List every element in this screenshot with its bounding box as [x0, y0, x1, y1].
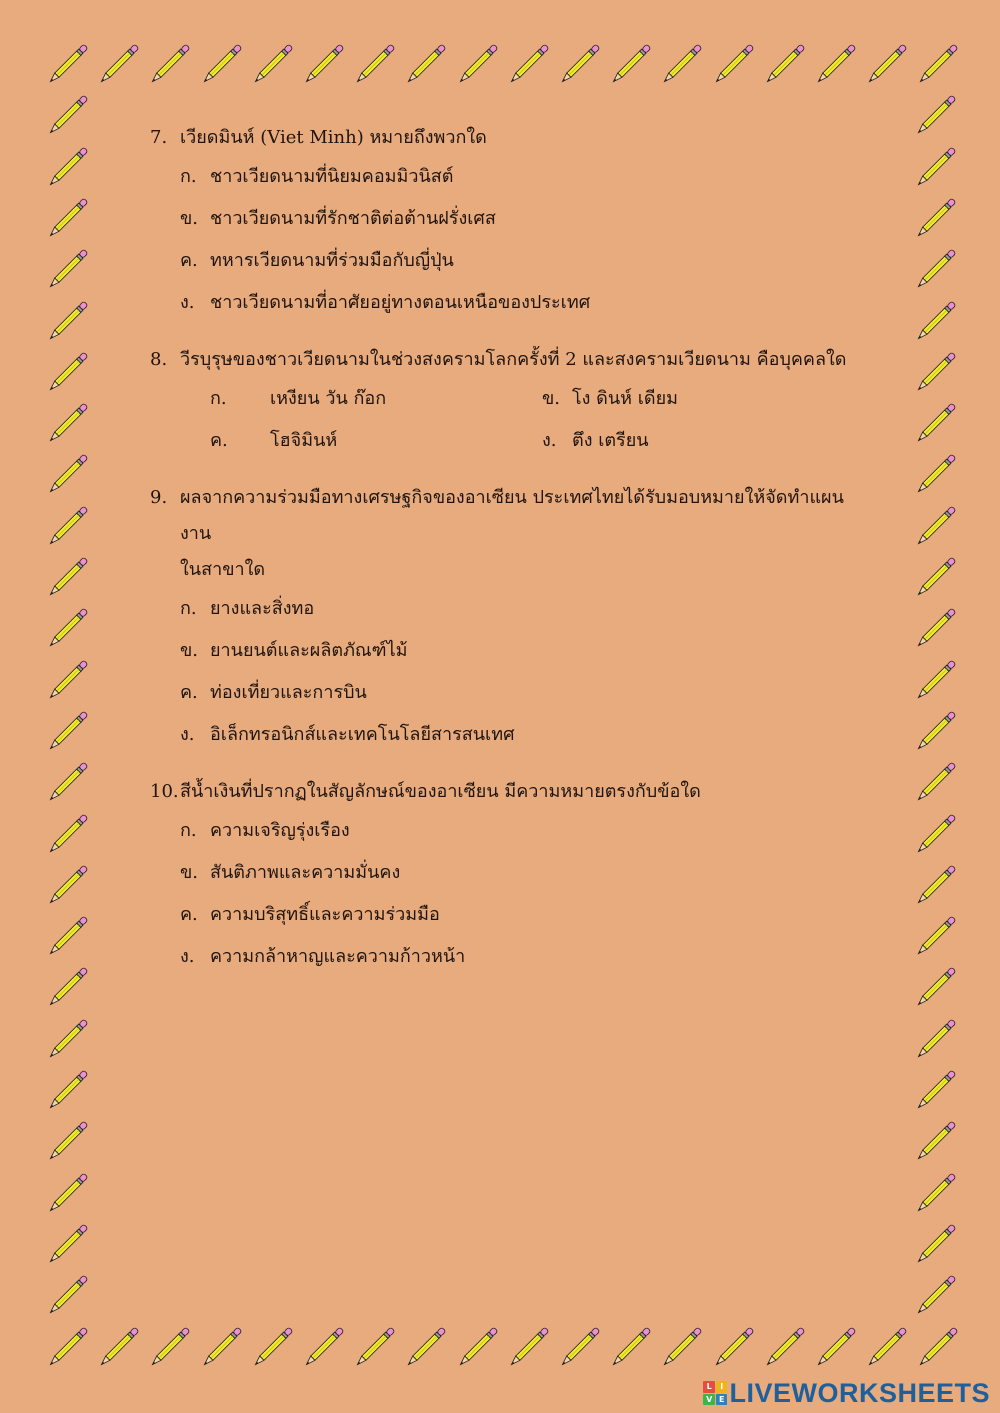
question-8: [150, 342, 870, 462]
option-text: ความเจริญรุ่งเรือง: [210, 820, 350, 841]
pencil-icon: [42, 1068, 90, 1116]
pencil-icon: [912, 42, 960, 90]
pencil-icon: [196, 1325, 244, 1373]
pencil-icon: [910, 709, 958, 757]
option-label: ก.: [180, 166, 197, 187]
pencil-icon: [42, 914, 90, 962]
pencil-icon: [452, 42, 500, 90]
pencil-icon: [42, 350, 90, 398]
answer-option[interactable]: [180, 672, 870, 714]
option-text: เหงียน วัน ก๊อก: [270, 388, 387, 409]
pencil-icon: [912, 1325, 960, 1373]
pencil-icon: [42, 1119, 90, 1167]
pencil-icon: [247, 1325, 295, 1373]
question-number: 10.: [150, 781, 179, 802]
pencil-icon: [42, 1171, 90, 1219]
logo-mark-letter: V: [703, 1394, 715, 1406]
pencil-icon: [810, 1325, 858, 1373]
pencil-icon: [910, 914, 958, 962]
pencil-icon: [910, 93, 958, 141]
answer-option[interactable]: [180, 810, 870, 852]
question-text: ในสาขาใด: [180, 559, 266, 580]
question-text: เวียดมินห์ (Viet Minh) หมายถึงพวกใด: [180, 127, 487, 148]
option-text: ยางและสิ่งทอ: [210, 598, 315, 619]
pencil-icon: [42, 42, 90, 90]
answer-option[interactable]: [210, 378, 542, 420]
question-stem: [150, 774, 870, 810]
pencil-icon: [861, 1325, 909, 1373]
answer-option[interactable]: [180, 936, 870, 978]
logo-wordmark: LIVEWORKSHEETS: [729, 1377, 990, 1408]
option-label: ก.: [180, 820, 197, 841]
pencil-icon: [42, 247, 90, 295]
pencil-icon: [759, 1325, 807, 1373]
pencil-icon: [910, 401, 958, 449]
option-label: ค.: [180, 250, 198, 271]
pencil-icon: [42, 93, 90, 141]
option-label: ค.: [180, 682, 198, 703]
question-9: [150, 480, 870, 756]
pencil-icon: [910, 760, 958, 808]
pencil-icon: [42, 709, 90, 757]
option-label: ง.: [180, 724, 195, 745]
pencil-icon: [708, 1325, 756, 1373]
answer-option[interactable]: [180, 894, 870, 936]
option-label: ง.: [180, 292, 195, 313]
pencil-icon: [810, 42, 858, 90]
pencil-icon: [554, 1325, 602, 1373]
pencil-icon: [93, 1325, 141, 1373]
pencil-icon: [910, 299, 958, 347]
pencil-icon: [42, 1017, 90, 1065]
logo-mark-letter: L: [703, 1381, 715, 1393]
question-stem: [150, 342, 870, 378]
option-text: ทหารเวียดนามที่ร่วมมือกับญี่ปุ่น: [210, 250, 454, 271]
pencil-icon: [759, 42, 807, 90]
option-text: ท่องเที่ยวและการบิน: [210, 682, 367, 703]
worksheet-content: [150, 120, 870, 996]
question-number: 8.: [150, 349, 168, 370]
pencil-icon: [503, 1325, 551, 1373]
option-text: โง ดินห์ เดียม: [572, 388, 679, 409]
pencil-icon: [144, 1325, 192, 1373]
pencil-icon: [554, 42, 602, 90]
option-text: ชาวเวียดนามที่อาศัยอยู่ทางตอนเหนือของประเทศ: [210, 292, 591, 313]
pencil-icon: [910, 196, 958, 244]
answer-options: [210, 378, 870, 462]
answer-option[interactable]: [180, 852, 870, 894]
pencil-icon: [656, 1325, 704, 1373]
question-text: วีรบุรุษของชาวเวียดนามในช่วงสงครามโลกครั้งที่ 2 และสงครามเวียดนาม คือบุคคลใด: [180, 349, 847, 370]
option-text: สันติภาพและความมั่นคง: [210, 862, 401, 883]
option-text: โฮจิมินห์: [270, 430, 338, 451]
answer-option[interactable]: [180, 630, 870, 672]
option-text: ชาวเวียดนามที่นิยมคอมมิวนิสต์: [210, 166, 454, 187]
pencil-icon: [42, 1222, 90, 1270]
pencil-icon: [910, 1017, 958, 1065]
pencil-icon: [144, 42, 192, 90]
pencil-icon: [910, 1273, 958, 1321]
pencil-icon: [656, 42, 704, 90]
pencil-icon: [910, 812, 958, 860]
answer-option[interactable]: [180, 282, 870, 324]
option-text: ความบริสุทธิ์และความร่วมมือ: [210, 904, 440, 925]
liveworksheets-logo[interactable]: [703, 1379, 990, 1407]
pencil-icon: [605, 1325, 653, 1373]
option-label: ค.: [180, 904, 198, 925]
option-label: ค.: [210, 430, 228, 451]
pencil-icon: [42, 299, 90, 347]
pencil-icon: [400, 42, 448, 90]
option-label: ข.: [180, 640, 199, 661]
option-label: ก.: [180, 598, 197, 619]
pencil-icon: [910, 606, 958, 654]
pencil-icon: [42, 760, 90, 808]
pencil-icon: [298, 42, 346, 90]
question-number: 7.: [150, 127, 168, 148]
option-text: ตึง เตรียน: [572, 430, 649, 451]
option-text: ยานยนต์และผลิตภัณฑ์ไม้: [210, 640, 408, 661]
answer-option[interactable]: [180, 714, 870, 756]
pencil-icon: [196, 42, 244, 90]
pencil-icon: [42, 658, 90, 706]
pencil-icon: [910, 452, 958, 500]
pencil-icon: [42, 1273, 90, 1321]
pencil-icon: [910, 1119, 958, 1167]
option-label: ง.: [542, 430, 557, 451]
question-stem: [150, 480, 870, 552]
question-number: 9.: [150, 487, 168, 508]
question-text: สีน้ำเงินที่ปรากฏในสัญลักษณ์ของอาเซียน มีความหมายตรงกับข้อใด: [180, 781, 701, 802]
question-10: [150, 774, 870, 978]
option-label: ข.: [180, 862, 199, 883]
answer-option[interactable]: [180, 588, 870, 630]
answer-option[interactable]: [210, 420, 542, 462]
pencil-icon: [247, 42, 295, 90]
answer-options: [180, 810, 870, 978]
pencil-icon: [298, 1325, 346, 1373]
answer-options: [180, 588, 870, 756]
question-stem: [150, 120, 870, 156]
question-7: [150, 120, 870, 324]
answer-option[interactable]: [180, 156, 870, 198]
pencil-icon: [910, 1068, 958, 1116]
pencil-icon: [349, 1325, 397, 1373]
option-text: ความกล้าหาญและความก้าวหน้า: [210, 946, 466, 967]
logo-mark-letter: I: [716, 1381, 728, 1393]
answer-options: [180, 156, 870, 324]
pencil-icon: [910, 350, 958, 398]
pencil-icon: [42, 1325, 90, 1373]
pencil-icon: [910, 1222, 958, 1270]
pencil-icon: [910, 1171, 958, 1219]
pencil-icon: [42, 145, 90, 193]
answer-option[interactable]: [180, 240, 870, 282]
pencil-icon: [42, 812, 90, 860]
answer-option[interactable]: [542, 378, 822, 420]
pencil-icon: [42, 196, 90, 244]
pencil-icon: [349, 42, 397, 90]
pencil-icon: [910, 145, 958, 193]
pencil-icon: [910, 863, 958, 911]
pencil-icon: [42, 606, 90, 654]
pencil-icon: [708, 42, 756, 90]
pencil-icon: [42, 452, 90, 500]
option-label: ง.: [180, 946, 195, 967]
pencil-icon: [605, 42, 653, 90]
pencil-icon: [452, 1325, 500, 1373]
answer-option[interactable]: [542, 420, 822, 462]
pencil-icon: [42, 401, 90, 449]
pencil-icon: [910, 658, 958, 706]
option-text: ชาวเวียดนามที่รักชาติต่อต้านฝรั่งเศส: [210, 208, 496, 229]
pencil-icon: [910, 504, 958, 552]
pencil-icon: [503, 42, 551, 90]
question-text: ผลจากความร่วมมือทางเศรษฐกิจของอาเซียน ประเทศไทยได้รับมอบหมายให้จัดทำแผนงาน: [180, 487, 844, 544]
pencil-icon: [42, 504, 90, 552]
pencil-icon: [910, 965, 958, 1013]
option-label: ข.: [180, 208, 199, 229]
pencil-icon: [910, 247, 958, 295]
pencil-icon: [42, 965, 90, 1013]
option-text: อิเล็กทรอนิกส์และเทคโนโลยีสารสนเทศ: [210, 724, 515, 745]
pencil-icon: [42, 555, 90, 603]
liveworksheets-mark-icon: [703, 1381, 727, 1405]
pencil-icon: [42, 863, 90, 911]
answer-option[interactable]: [180, 198, 870, 240]
question-stem-continued: [150, 552, 870, 588]
option-label: ข.: [542, 388, 561, 409]
pencil-icon: [400, 1325, 448, 1373]
pencil-icon: [861, 42, 909, 90]
pencil-icon: [93, 42, 141, 90]
logo-mark-letter: E: [716, 1394, 728, 1406]
option-label: ก.: [210, 388, 227, 409]
pencil-icon: [910, 555, 958, 603]
